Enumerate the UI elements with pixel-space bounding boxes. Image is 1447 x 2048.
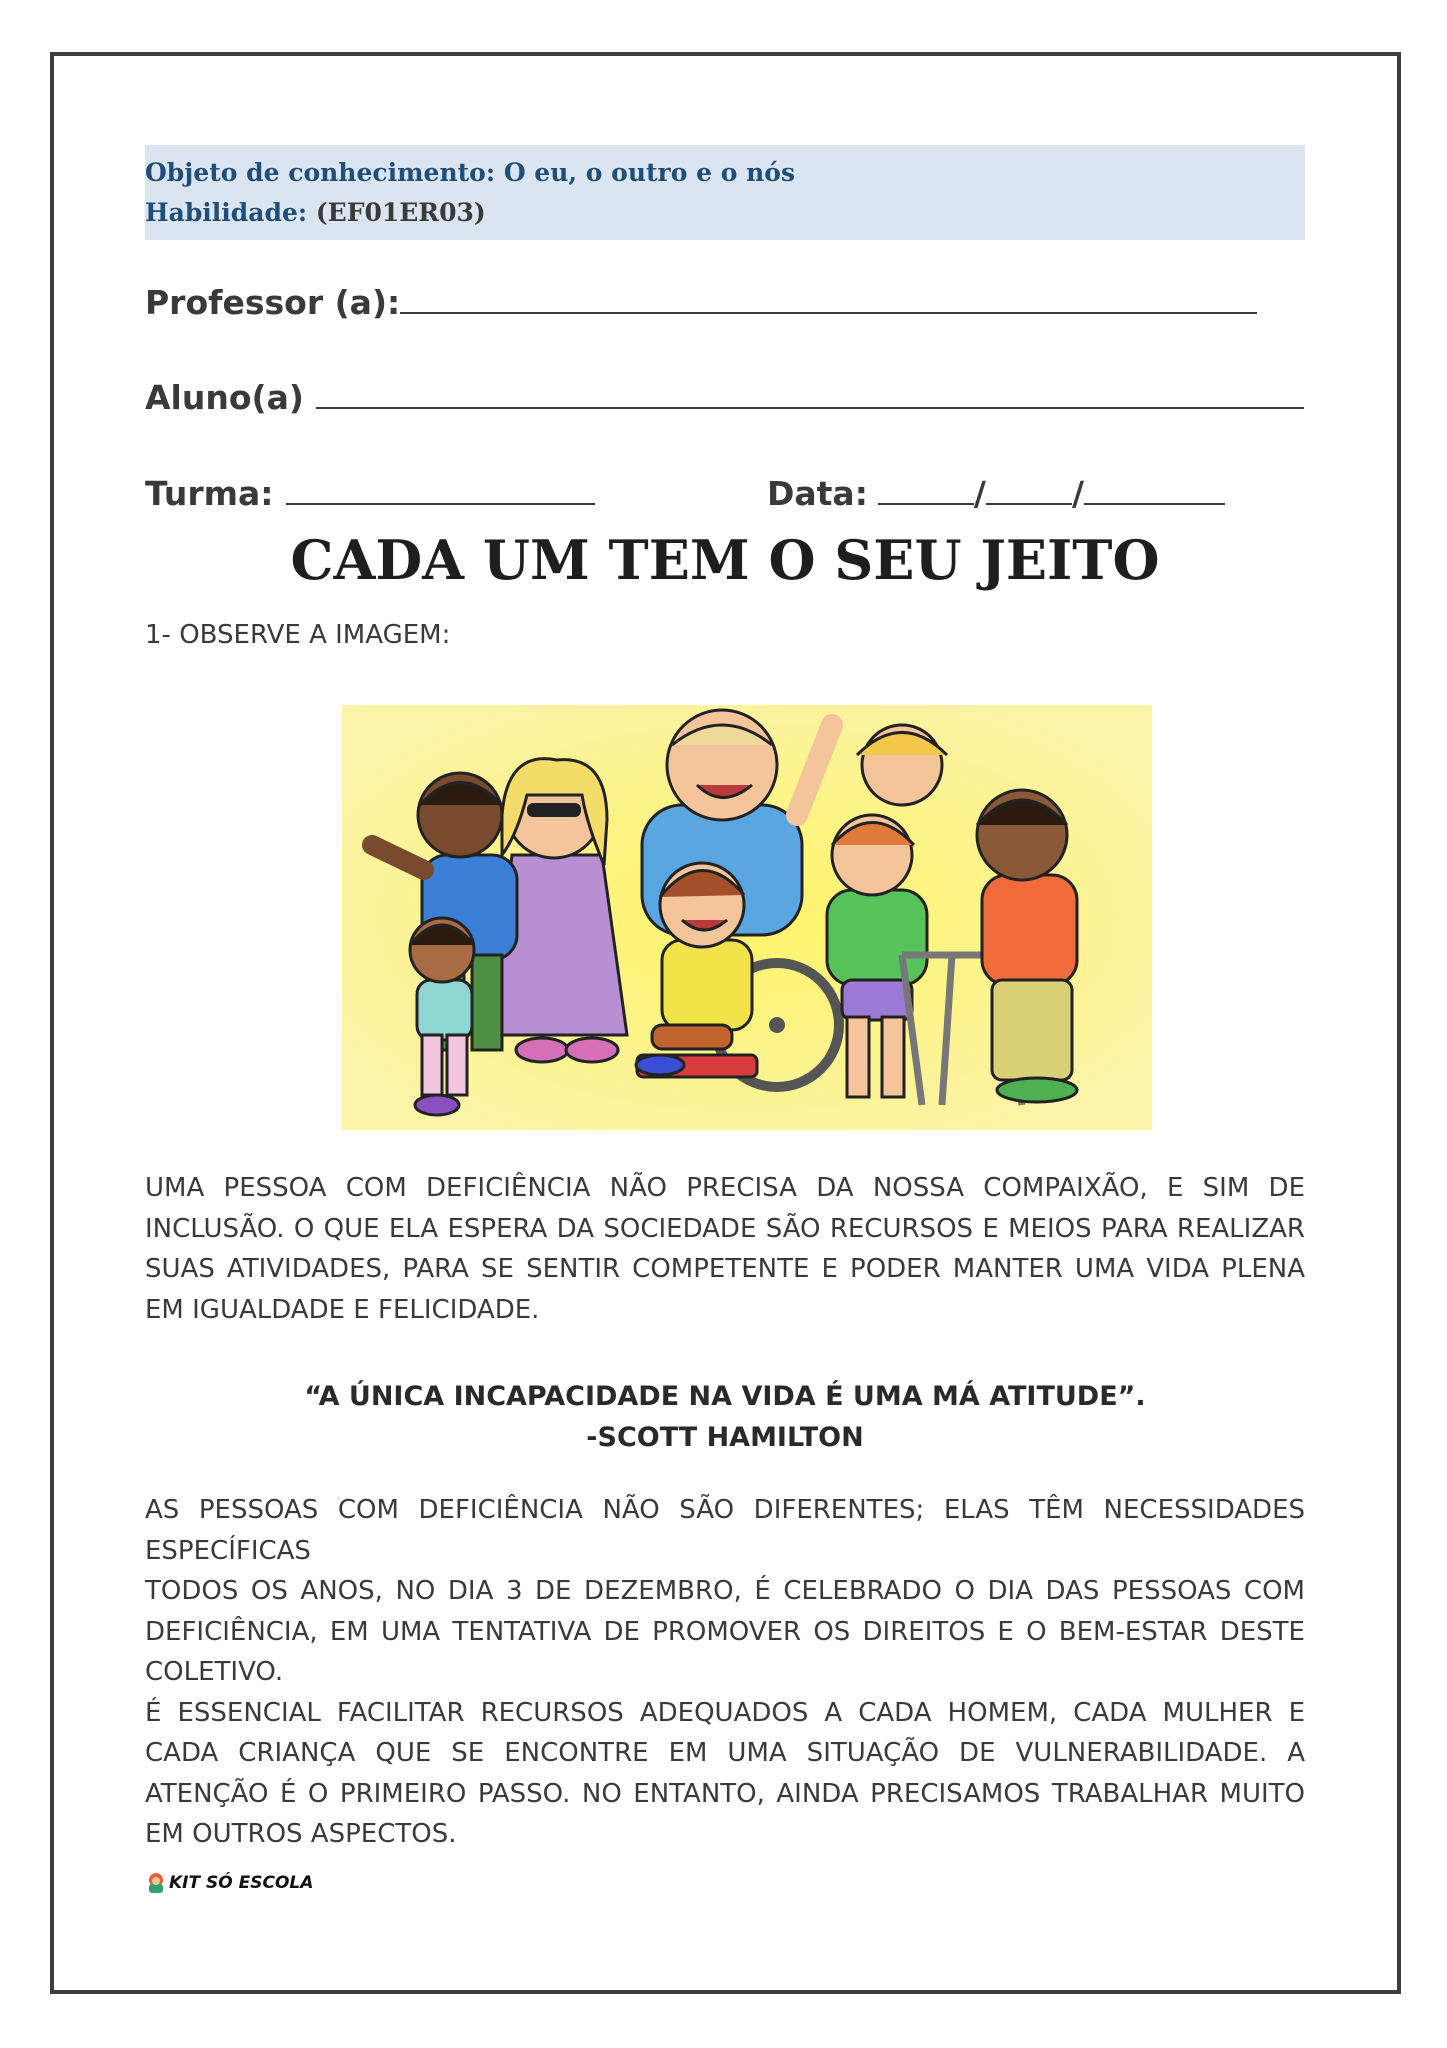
intro-paragraph	[145, 1168, 1305, 1330]
aluno-field	[145, 377, 1304, 417]
professor-label: Professor (a):	[145, 283, 401, 322]
body-paragraph-1: AS PESSOAS COM DEFICIÊNCIA NÃO SÃO DIFERENTES; ELAS TÊM NECESSIDADES ESPECÍFICAS	[145, 1495, 1305, 1566]
body-paragraph-3: É ESSENCIAL FACILITAR RECURSOS ADEQUADOS A CADA HOMEM, CADA MULHER E CADA CRIANÇA QUE SE ENCONTRE EM UMA SITUAÇÃO DE VULNERABILIDADE. A ATENÇÃO É O PRIMEIRO PASSO. NO ENTANTO, AINDA PRECISAMOS TRABALHAR MUITO EM OUTROS ASPECTOS.	[145, 1697, 1305, 1849]
date-separator-1: /	[973, 474, 986, 513]
professor-field	[145, 282, 1257, 322]
brand-icon	[146, 1872, 166, 1894]
boy-orange-shirt-figure	[977, 790, 1077, 1102]
day-input-line[interactable]	[878, 473, 974, 505]
children-illustration	[342, 705, 1152, 1130]
habilidade-label: Habilidade:	[145, 198, 308, 227]
quote-block	[145, 1376, 1305, 1458]
year-input-line[interactable]	[1084, 473, 1225, 505]
brand-name: KIT SÓ ESCOLA	[169, 1873, 314, 1893]
month-input-line[interactable]	[986, 473, 1072, 505]
header-box	[145, 145, 1305, 240]
aluno-label: Aluno(a)	[145, 378, 304, 417]
quote-text: “A ÚNICA INCAPACIDADE NA VIDA É UMA MÁ ATITUDE”.	[304, 1381, 1146, 1412]
aluno-input-line[interactable]	[316, 377, 1304, 409]
habilidade-line	[145, 193, 1303, 233]
body-text	[145, 1490, 1305, 1855]
turma-field	[145, 473, 595, 513]
page-title: CADA UM TEM O SEU JEITO	[290, 528, 1160, 592]
professor-input-line[interactable]	[400, 282, 1257, 314]
data-field	[767, 473, 1225, 513]
turma-label: Turma:	[145, 474, 274, 513]
date-separator-2: /	[1071, 474, 1085, 513]
objeto-value: O eu, o outro e o nós	[503, 158, 796, 187]
body-paragraph-2: TODOS OS ANOS, NO DIA 3 DE DEZEMBRO, É CELEBRADO O DIA DAS PESSOAS COM DEFICIÊNCIA, EM UMA TENTATIVA DE PROMOVER OS DIREITOS E O BEM-ESTAR DESTE COLETIVO.	[145, 1576, 1305, 1687]
intro-text: UMA PESSOA COM DEFICIÊNCIA NÃO PRECISA DA NOSSA COMPAIXÃO, E SIM DE INCLUSÃO. O QUE ELA ESPERA DA SOCIEDADE SÃO RECURSOS E MEIOS PARA REALIZAR SUAS ATIVIDADES, PARA SE SENTIR COMPETENTE E PODER MANTER UMA VIDA PLENA EM IGUALDADE E FELICIDADE.	[145, 1173, 1305, 1325]
brand-logo	[146, 1872, 313, 1894]
question-1: 1- OBSERVE A IMAGEM:	[145, 620, 451, 650]
turma-input-line[interactable]	[286, 473, 595, 505]
objeto-label: Objeto de conhecimento:	[145, 158, 496, 187]
habilidade-value: (EF01ER03)	[315, 198, 486, 227]
quote-author: -SCOTT HAMILTON	[586, 1422, 864, 1453]
data-label: Data:	[767, 474, 868, 513]
objeto-line	[145, 153, 1303, 193]
